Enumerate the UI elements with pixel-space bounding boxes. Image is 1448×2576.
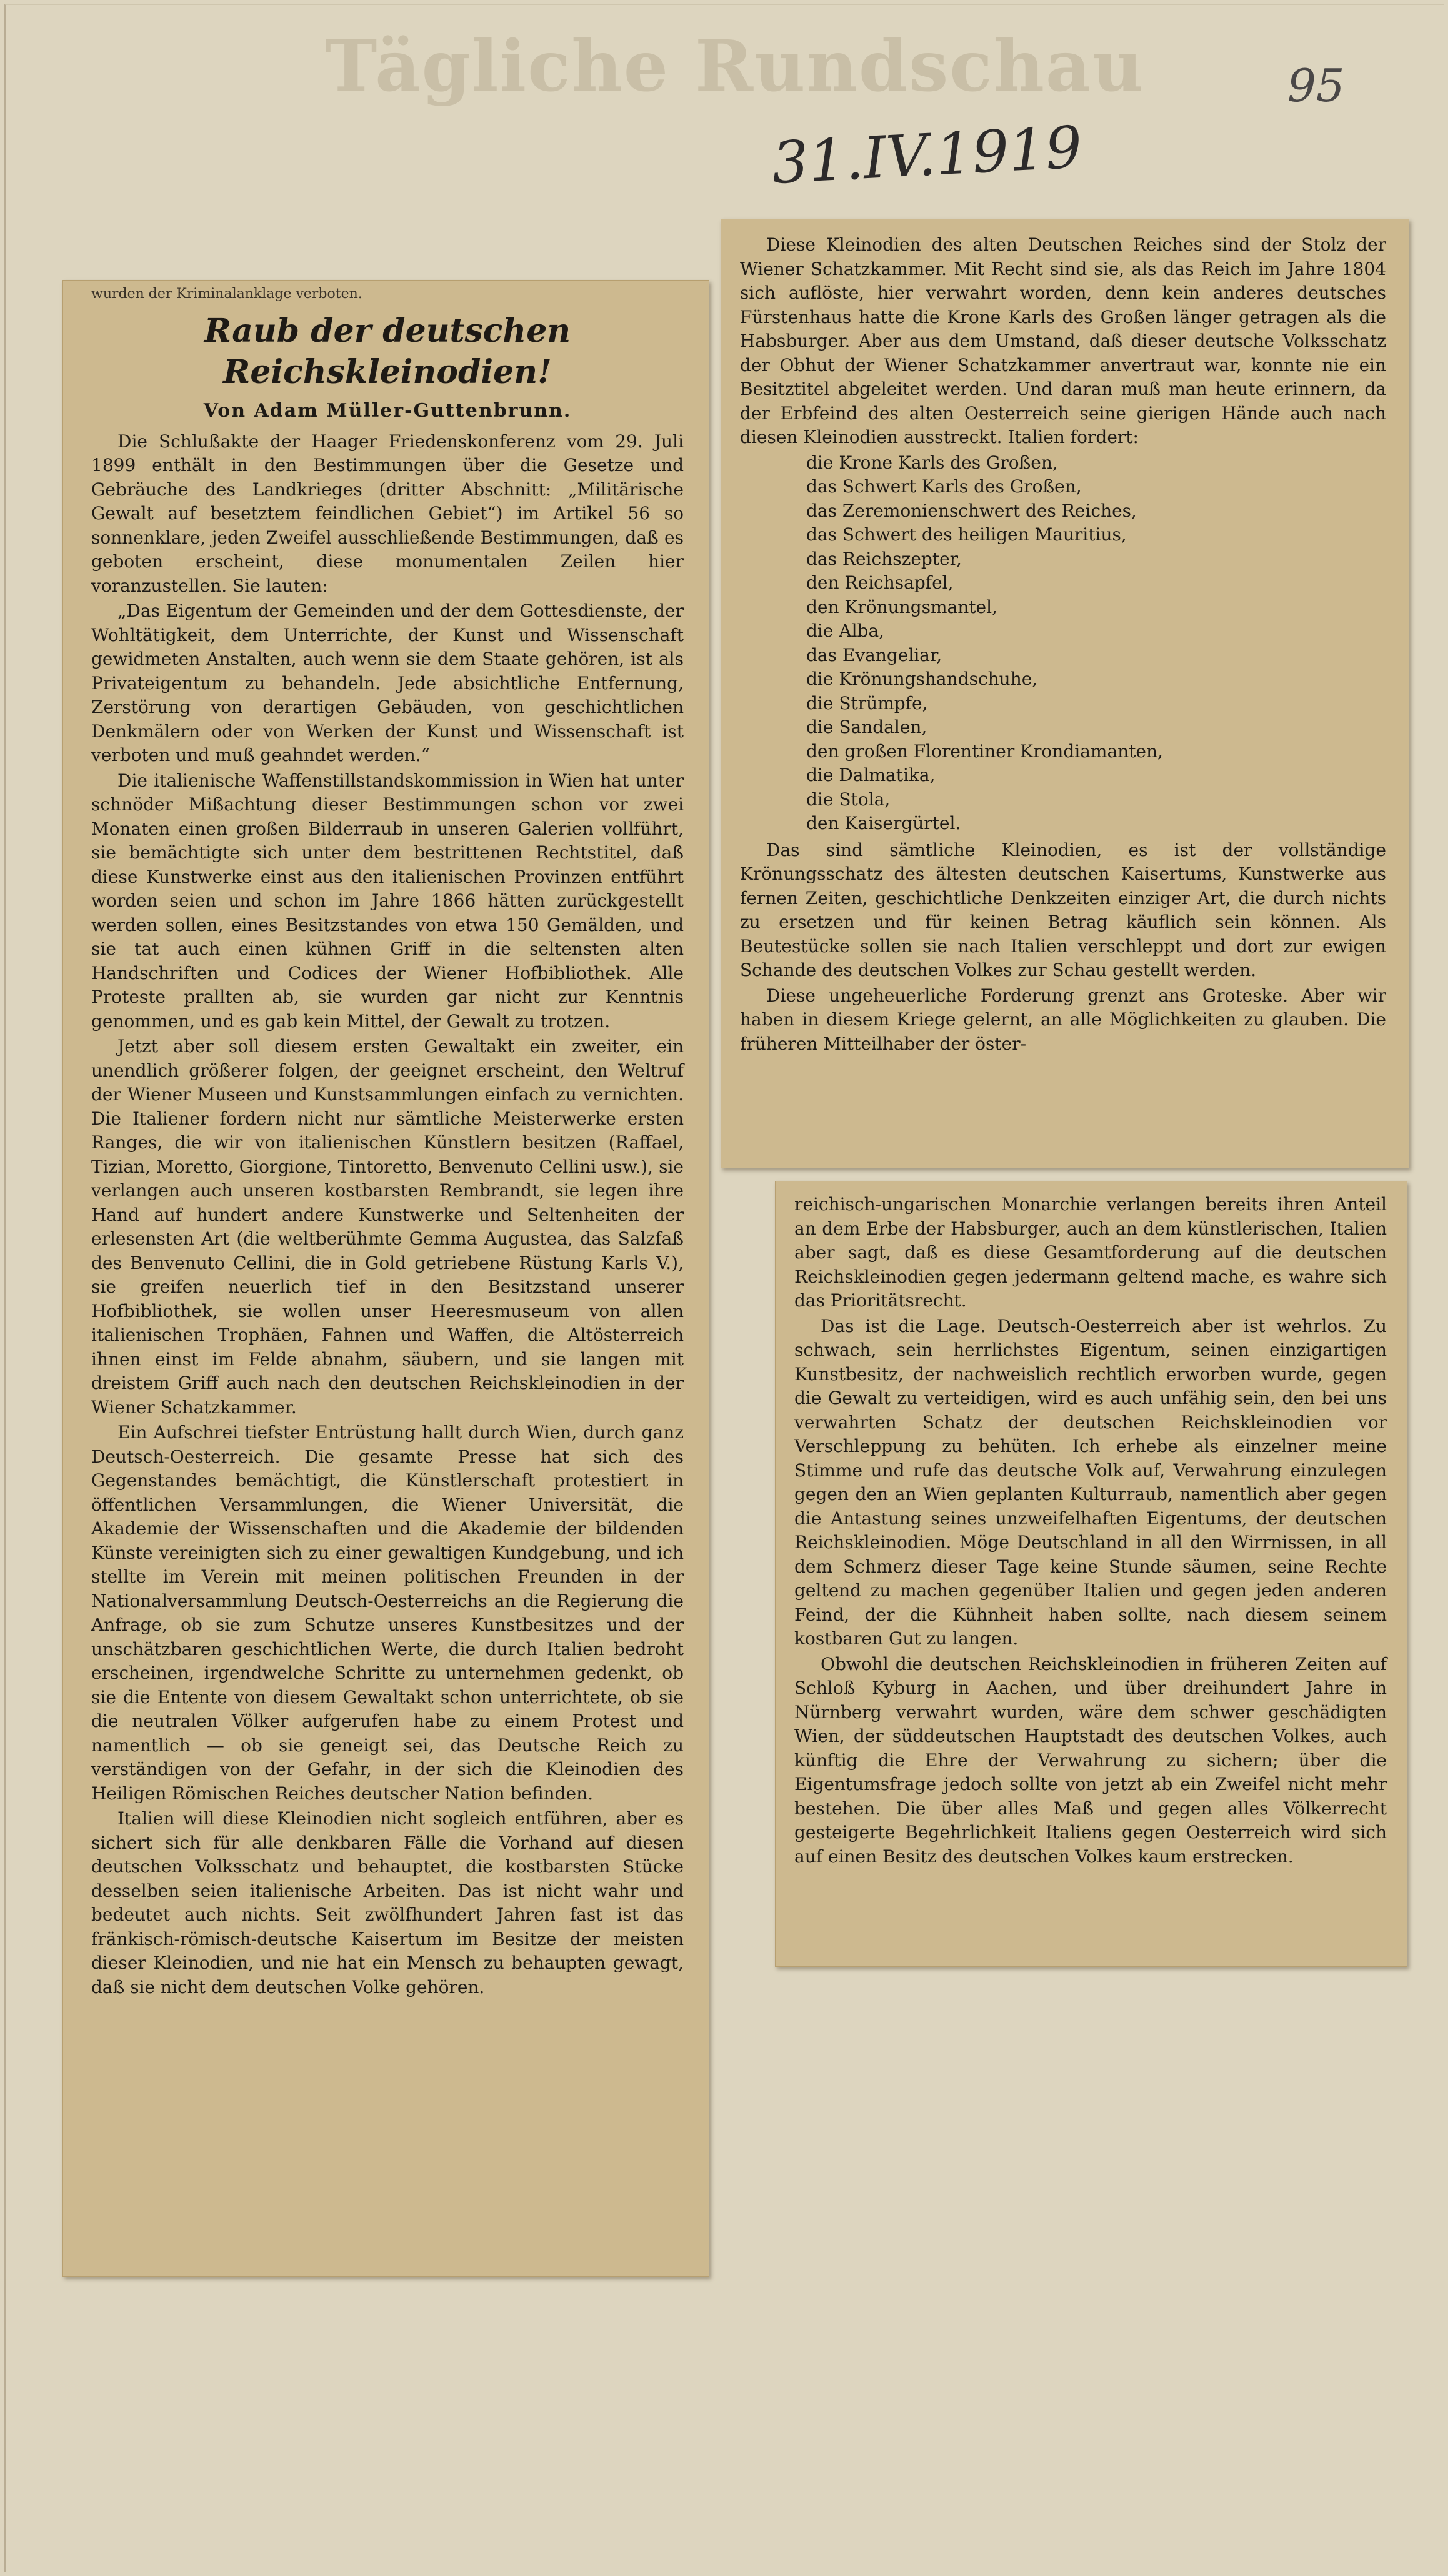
paragraph: Diese ungeheuerliche Forderung grenzt ans Groteske. Aber wir haben in diesem Kriege gelernt, an alle Möglichkeiten zu glauben. Die früheren Mitteilhaber der öster-: [740, 985, 1386, 1054]
paragraph: Das sind sämtliche Kleinodien, es ist der vollständige Krönungsschatz des ältesten deutschen Kaisertums, Kunstwerke aus fernen Zeiten, geschichtliche Denkzeiten einziger Art, die durch nichts zu ersetzen und für keinen Betrag käuflich sein können. Als Beutestücke sollen sie nach Italien verschleppt und dort zur ewigen Schande des deutschen Volkes zur Schau gestellt werden.: [740, 839, 1386, 980]
paragraph: Die italienische Waffenstillstandskommission in Wien hat unter schnöder Mißachtung dieser Bestimmungen schon vor zwei Monaten einen großen Bilderraub in unseren Galerien vollführt, sie bemächtigte sich unter dem bestrittenen Rechtstitel, daß diese Kunstwerke einst aus den italienischen Provinzen entführt worden seien und schon im Jahre 1866 hätten zurückgestellt werden sollen, eines Besitzstandes von etwa 150 Gemälden, und sie tat auch einen kühnen Griff in die seltensten alten Handschriften und Codices der Wiener Hofbibliothek. Alle Proteste prallten ab, sie wurden gar nicht zur Kenntnis genommen, und es gab kein Mittel, der Gewalt zu trotzen.: [91, 770, 684, 1032]
paragraph: Die Schlußakte der Haager Friedenskonferenz vom 29. Juli 1899 enthält in den Bestimmungen über die Gesetze und Gebräuche des Landkrieges (dritter Abschnitt: „Militärische Gewalt auf besetztem feindlichen Gebiet“) im Artikel 56 so sonnenklare, jeden Zweifel ausschließende Bestimmungen, daß es geboten erscheint, diese monumentalen Zeilen hier voranzustellen. Sie lauten:: [91, 430, 684, 596]
list-item: das Schwert des heiligen Mauritius,: [806, 524, 1127, 545]
paragraph: reichisch-ungarischen Monarchie verlangen bereits ihren Anteil an dem Erbe der Habsburger, auch an dem künstlerischen, Italien aber sagt, daß es diese Gesamtforderung auf die deutschen Reichskleinodien gegen jedermann geltend mache, es wahre sich das Prioritätsrecht.: [794, 1194, 1387, 1311]
list-item: die Dalmatika,: [806, 765, 936, 785]
demanded-regalia-list: [740, 451, 1386, 836]
list-item: das Reichszepter,: [806, 548, 962, 569]
paragraph: Jetzt aber soll diesem ersten Gewaltakt ein zweiter, ein unendlich größerer folgen, der geeignet erscheint, den Weltruf der Wiener Museen und Kunstsammlungen einfach zu vernichten. Die Italiener fordern nicht nur sämtliche Meisterwerke ersten Ranges, die wir von italienischen Künstlern besitzen (Raffael, Tizian, Moretto, Giorgione, Tintoretto, Benvenuto Cellini usw.), sie verlangen auch unseren kostbarsten Rembrandt, sie legen ihre Hand auf hundert andere Kunstwerke und Seltenheiten der erlesensten Art (die weltberühmte Gemma Augustea, das Salzfaß des Benvenuto Cellini, die in Gold getriebene Rüstung Karls V.), sie greifen neuerlich tief in den Besitzstand unserer Hofbibliothek, sie wollen unser Heeresmuseum von allen italienischen Trophäen, Fahnen und Waffen, die Altösterreich ihnen einst im Felde abnahm, säubern, und sie langen mit dreistem Griff auch nach den deutschen Reichskleinodien in der Wiener Schatzkammer.: [91, 1036, 684, 1418]
list-item: die Krönungshandschuhe,: [806, 669, 1038, 689]
article-byline: Von Adam Müller-Guttenbrunn.: [203, 400, 572, 422]
list-item: das Schwert Karls des Großen,: [806, 476, 1082, 497]
list-item: den Kaisergürtel.: [806, 813, 961, 833]
newspaper-masthead: Tägliche Rundschau: [325, 26, 1144, 107]
list-item: die Stola,: [806, 788, 891, 810]
list-item: den Krönungsmantel,: [806, 596, 997, 617]
list-item: das Evangeliar,: [806, 644, 942, 665]
previous-article-fragment: wurden der Kriminalanklage verboten.: [91, 286, 362, 302]
paragraph: Diese Kleinodien des alten Deutschen Reiches sind der Stolz der Wiener Schatzkammer. Mit Recht sind sie, als das Reich im Jahre 1804 sich auflöste, hier verwahrt worden, denn kein anderes deutsches Fürstenhaus hatte die Krone Karls des Großen länger getragen als die Habsburger. Aber aus dem Umstand, daß dieser deutsche Volksschatz der Obhut der Wiener Schatzkammer anvertraut war, konnte nie ein Besitztitel abgeleitet werden. Und daran muß man heute erinnern, da der Erbfeind des alten Oesterreich seine gierigen Hände auch nach diesen Kleinodien ausstreckt. Italien fordert:: [740, 234, 1386, 447]
list-item: die Strümpfe,: [806, 692, 928, 714]
list-item: das Zeremonienschwert des Reiches,: [806, 500, 1137, 521]
list-item: den großen Florentiner Krondiamanten,: [806, 740, 1163, 762]
handwritten-page-number: 95: [1287, 59, 1345, 112]
paragraph: Ein Aufschrei tiefster Entrüstung hallt durch Wien, durch ganz Deutsch-Oesterreich. Die gesamte Presse hat sich des Gegenstandes bemächtigt, die Künstlerschaft protestiert in öffentlichen Versammlungen, die Wiener Universität, die Akademie der Wissenschaften und die Akademie der bildenden Künste vereinigten sich zu einer gewaltigen Kundgebung, und ich stellte im Verein mit meinen politischen Freunden in der Nationalversammlung Deutsch-Oesterreichs an die Regierung die Anfrage, ob sie zum Schutze unseres Kunstbesitzes und der unschätzbaren geschichtlichen Werte, die durch Italien bedroht erscheinen, irgendwelche Schritte zu unternehmen gedenkt, ob sie die Entente von diesem Gewaltakt schon unterrichtete, ob sie die neutralen Völker aufgerufen habe zu einem Protest und namentlich — ob sie geneigt sei, das Deutsche Reich zu verständigen von der Gefahr, in der sich die Kleinodien des Heiligen Römischen Reiches deutscher Nation befinden.: [91, 1422, 684, 1804]
paragraph: Italien will diese Kleinodien nicht sogleich entführen, aber es sichert sich für alle denkbaren Fälle die Vorhand auf diesen deutschen Volksschatz und behauptet, die kostbarsten Stücke desselben seien italienische Arbeiten. Das ist nicht wahr und bedeutet auch nichts. Seit zwölfhundert Jahren fast ist das fränkisch-römisch-deutsche Kaisertum im Besitze der meisten dieser Kleinodien, und nie hat ein Mensch zu behaupten gewagt, daß sie nicht dem deutschen Volke gehören.: [91, 1808, 684, 1997]
list-item: den Reichsapfel,: [806, 572, 954, 593]
quoted-regulation: „Das Eigentum der Gemeinden und der dem Gottesdienste, der Wohltätigkeit, dem Unterrichte, der Kunst und Wissenschaft gewidmeten Anstalten, auch wenn sie dem Staate gehören, ist als Privateigentum zu behandeln. Jede absichtliche Entfernung, Zerstörung von derartigen Gebäuden, von geschichtlichen Denkmälern oder von Werken der Kunst und Wissenschaft ist verboten und muß geahndet werden.“: [91, 600, 684, 765]
article-headline: Raub der deutschen Reichskleinodien!: [204, 312, 571, 391]
clipping-right-lower: [775, 1181, 1407, 1967]
paragraph: Das ist die Lage. Deutsch-Oesterreich aber ist wehrlos. Zu schwach, sein herrlichstes Eigentum, seinen einzigartigen Kunstbesitz, der nachweislich rechtlich erworben wurde, gegen die Gewalt zu verteidigen, wird es auch unfähig sein, den bei uns verwahrten Schatz der deutschen Reichskleinodien vor Verschleppung zu behüten. Ich erhebe als einzelner meine Stimme und rufe das deutsche Volk auf, Verwahrung einzulegen gegen den an Wien geplanten Kulturraub, namentlich aber gegen die Antastung seines unzweifelhaften Eigentums, der deutschen Reichskleinodien. Möge Deutschland in all den Wirrnissen, in all dem Schmerz dieser Tage keine Stunde säumen, seine Rechte geltend zu machen gegenüber Italien und gegen jeden anderen Feind, der die Kühnheit haben sollte, nach diesem seinem kostbaren Gut zu langen.: [794, 1315, 1387, 1649]
list-item: die Alba,: [806, 620, 885, 641]
list-item: die Sandalen,: [806, 717, 927, 737]
clipping-right-upper: [721, 219, 1409, 1168]
clipping-main-column: [62, 280, 709, 2277]
handwritten-date: 31.IV.1919: [770, 114, 1084, 197]
paragraph: Obwohl die deutschen Reichskleinodien in früheren Zeiten auf Schloß Kyburg in Aachen, und über dreihundert Jahre in Nürnberg verwahrt wurden, wäre dem schwer geschädigten Wien, der süddeutschen Hauptstadt des deutschen Volkes, auch künftig die Ehre der Verwahrung zu sichern; über die Eigentumsfrage jedoch sollte von jetzt ab ein Zweifel nicht mehr bestehen. Die über alles Maß und gegen alles Völkerrecht gesteigerte Begehrlichkeit Italiens gegen Oesterreich wird sich auf einen Besitz des deutschen Volkes kaum erstrecken.: [794, 1653, 1387, 1867]
list-item: die Krone Karls des Großen,: [806, 452, 1058, 473]
